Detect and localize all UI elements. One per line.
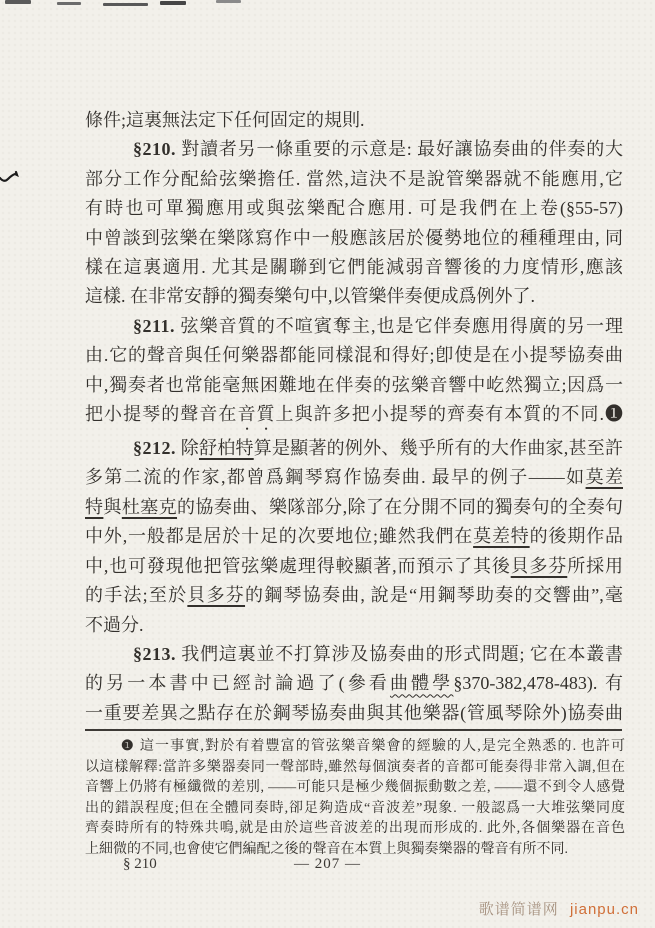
scan-artifact-mark [160,1,186,5]
text-segment: 這一事實,對於有着豐富的管弦樂音樂會的經驗的人,是完全熟悉的. 也許可 [135,739,625,754]
text-line [85,552,623,581]
watermark-site-name: 歌谱简谱网 [478,901,559,918]
scan-artifact-mark [5,0,31,4]
text-segment: 一重要差異之點存在於鋼琴協奏曲與其他樂器(管風琴除外)協奏曲 [85,702,623,723]
text-line [85,758,625,779]
text-segment: 所採用 [567,555,623,576]
text-line [85,194,623,223]
text-segment: 算是顯著的例外、幾乎所有的大作曲家,甚至許 [253,438,623,459]
text-segment: 弦樂音質的不喧賓奪主,也是它伴奏應用得廣的另一理 [175,315,623,336]
text-segment: §370-382,478-483). 有 [453,673,623,694]
text-segment: 有時也可單獨應用或與弦樂配合應用. 可是我們在上卷(§55-57) [85,198,623,219]
text-line [85,493,623,522]
text-segment: §210. [133,139,176,160]
page-footer [0,856,655,878]
proper-name-text: 特 [85,496,104,517]
text-segment: 音響上仍將有極纖微的差別, ——可能只是極少幾個振動數之差, ——還不到令人感覺 [85,780,625,796]
proper-name-text: 貝多芬 [187,585,246,606]
text-segment: 的後期作品 [529,526,623,547]
text-line [85,400,623,434]
text-segment: 的鋼琴協奏曲, 說是“用鋼琴助奏的交響曲”,毫 [245,585,623,606]
text-segment: 部分工作分配給弦樂擔任. 當然,這決不是說管樂器就不能應用,它 [85,168,623,189]
emphasized-text: 音質 [237,404,276,425]
text-line [85,611,623,640]
text-segment: 樣在這裏適用. 尤其是關聯到它們能減弱音響後的力度情形,應該 [85,257,623,278]
text-line [85,669,623,698]
text-line [85,106,623,135]
text-segment: 多第二流的作家,都曾爲鋼琴寫作協奏曲. 最早的例子——如 [85,467,586,488]
text-line [85,312,623,341]
text-segment: 的另一本書中已經討論過了(參看 [85,673,390,694]
footer-section-ref: § 210 [123,856,157,872]
text-segment: ❶ [603,404,623,425]
text-line [85,737,625,758]
ink-smudge-mark [0,160,24,184]
text-segment: 這樣. 在非常安靜的獨奏樂句中,以管樂伴奏便成爲例外了. [85,286,535,307]
text-segment: 與 [103,496,122,517]
text-segment: 不過分. [85,614,144,635]
text-segment: 中外,一般都是居於十足的次要地位;雖然我們在 [85,526,474,547]
text-segment: 齊奏時所有的特殊共鳴,就是由於這些音波差的出現而形成的. 此外,各個樂器在音色 [85,821,625,837]
text-segment: 出的錯誤程度;但在全體同奏時,卻足夠造成“音波差”現象. 一般認爲一大堆弦樂同度 [85,800,625,816]
text-line [85,463,623,492]
scan-artifact-mark [103,3,148,6]
text-segment: 由.它的聲音與任何樂器都能同樣混和得好;卽使是在小提琴協奏曲 [85,345,623,366]
text-segment: 中,獨奏者也常能毫無困難地在伴奏的弦樂音響中屹然獨立;因爲一 [85,374,623,395]
text-segment: ❶ [121,739,136,754]
footer-page-number: — 207 — [294,856,361,872]
text-segment: 中曾談到弦樂在樂隊寫作中一般應該居於優勢地位的種種理由, 同 [85,227,623,248]
text-segment: 除 [176,438,199,459]
scan-artifact-mark [57,2,81,5]
footnote-divider [85,729,622,731]
text-segment: 我們這裏並不打算涉及協奏曲的形式問題; 它在本叢書 [176,643,623,664]
text-line [85,778,625,799]
body-text [85,106,623,728]
text-segment: §212. [133,438,176,459]
text-segment: 把小提琴的聲音在 [85,404,238,425]
text-line [85,434,623,463]
text-line [85,135,623,164]
text-segment: 對讀者另一條重要的示意是: 最好讓協奏曲的伴奏的大 [176,139,623,160]
text-line [85,799,625,820]
text-segment: 的協奏曲、樂隊部分,除了在分開不同的獨奏句的全奏句 [177,496,623,517]
proper-name-text: 貝多芬 [510,555,568,576]
proper-name-text: 杜塞克 [121,496,178,517]
text-line [85,341,623,370]
text-line [85,371,623,400]
text-line [85,640,623,669]
proper-name-text: 莫差 [585,467,623,488]
text-segment: 上細微的不同,也會使它們編配之後的聲音在本質上與獨奏樂器的聲音有所不同. [85,841,568,857]
text-segment: 的手法;至於 [85,585,188,606]
proper-name-text: 莫差特 [473,526,530,547]
text-segment: 中,也可發現他把管弦樂處理得較顯著,而預示了其後 [85,555,511,576]
text-line [85,282,623,311]
text-line [85,253,623,282]
text-line [85,165,623,194]
text-segment: 以這樣解釋:當許多樂器奏同一聲部時,雖然每個演奏者的音都可能奏得非常入調,但在 [85,759,625,775]
text-line [85,224,623,253]
text-line [85,699,623,728]
text-line [85,581,623,610]
text-segment: 上與許多把小提琴的齊奏有本質的不同. [275,404,604,425]
watermark-site-url: jianpu.cn [569,901,639,918]
proper-name-text: 舒柏特 [198,438,254,459]
text-segment: §211. [133,315,176,336]
text-line [85,522,623,551]
watermark [479,898,639,919]
footnote-text [85,737,625,861]
text-segment: §213. [133,643,176,664]
proper-name-text: 曲體學 [389,673,454,694]
text-segment: 條件;這裏無法定下任何固定的規則. [85,110,365,130]
scan-artifact-mark [216,0,241,3]
text-line [85,819,625,840]
